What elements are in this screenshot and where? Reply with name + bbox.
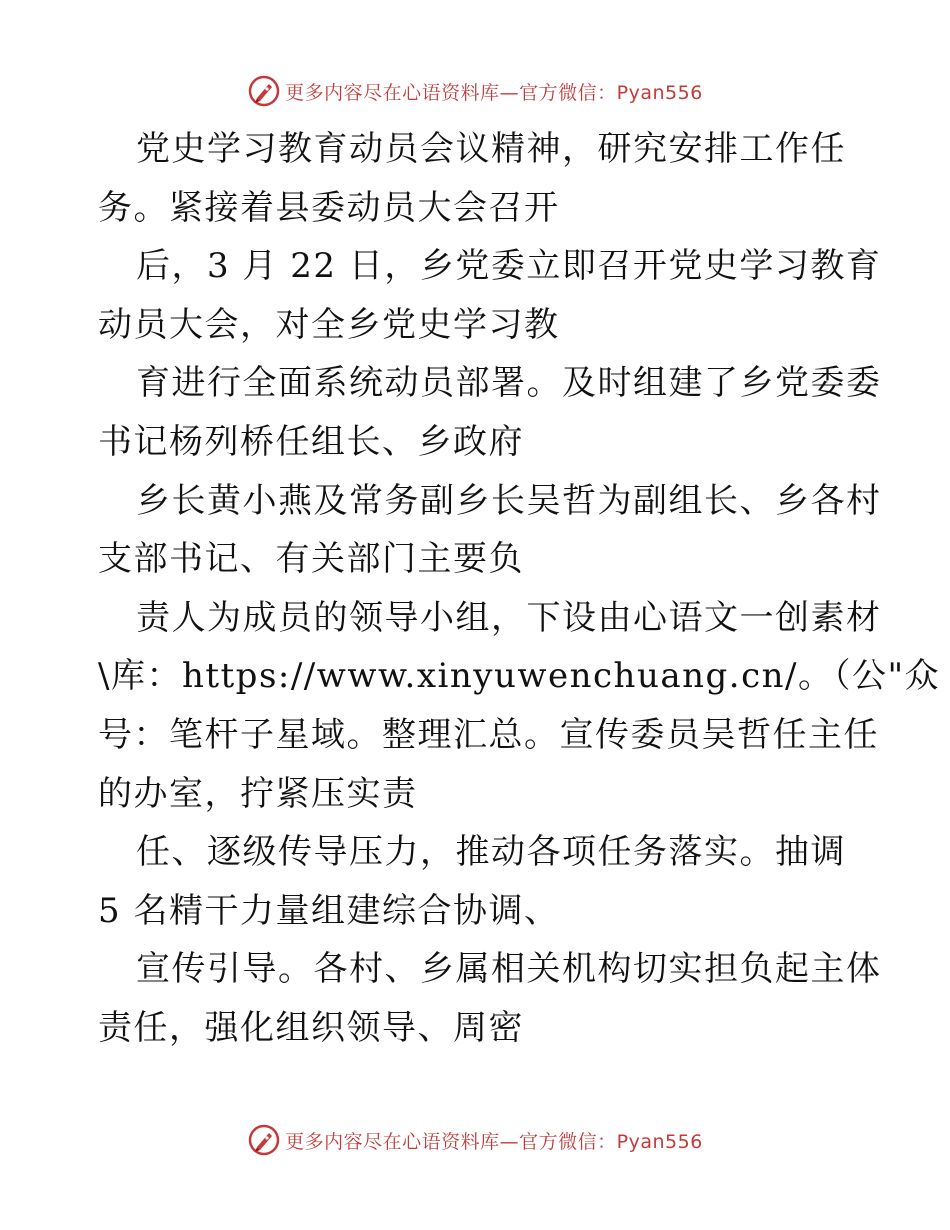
text-line: 宣传引导。各村、乡属相关机构切实担负起主体 (136, 949, 882, 990)
text-line: 责人为成员的领导小组，下设由心语文一创素材 (136, 597, 882, 638)
text-line: 支部书记、有关部门主要负 (98, 539, 524, 580)
pen-nib-logo-icon (247, 74, 281, 108)
text-line: 号：笔杆子星域。整理汇总。宣传委员吴哲任主任 (98, 714, 879, 755)
document-body (98, 120, 941, 1058)
header-banner-text: 更多内容尽在心语资料库—官方微信：Pyan556 (285, 81, 703, 104)
pen-nib-logo-icon (247, 1123, 281, 1157)
text-line: 后，3 月 22 日，乡党委立即召开党史学习教育 (136, 246, 882, 287)
text-line: 5 名精干力量组建综合协调、 (98, 890, 560, 931)
text-line: 的办室，拧紧压实责 (98, 773, 418, 814)
text-line: 责任，强化组织领导、周密 (98, 1007, 524, 1048)
text-line: 务。紧接着县委动员大会召开 (98, 187, 560, 228)
text-line: 党史学习教育动员会议精神，研究安排工作任 (136, 129, 846, 169)
header-banner (0, 71, 950, 111)
footer-banner (0, 1120, 950, 1160)
text-line: 育进行全面系统动员部署。及时组建了乡党委委 (136, 363, 882, 404)
text-line: \库：https://www.xinyuwenchuang.cn/。（公"众 (98, 656, 941, 697)
text-line: 乡长黄小燕及常务副乡长吴哲为副组长、乡各村 (136, 480, 882, 521)
text-line: 书记杨列桥任组长、乡政府 (98, 421, 524, 462)
text-line: 任、逐级传导压力，推动各项任务落实。抽调 (136, 832, 846, 873)
text-line: 动员大会，对全乡党史学习教 (98, 304, 560, 345)
footer-banner-text: 更多内容尽在心语资料库—官方微信：Pyan556 (285, 1130, 703, 1153)
